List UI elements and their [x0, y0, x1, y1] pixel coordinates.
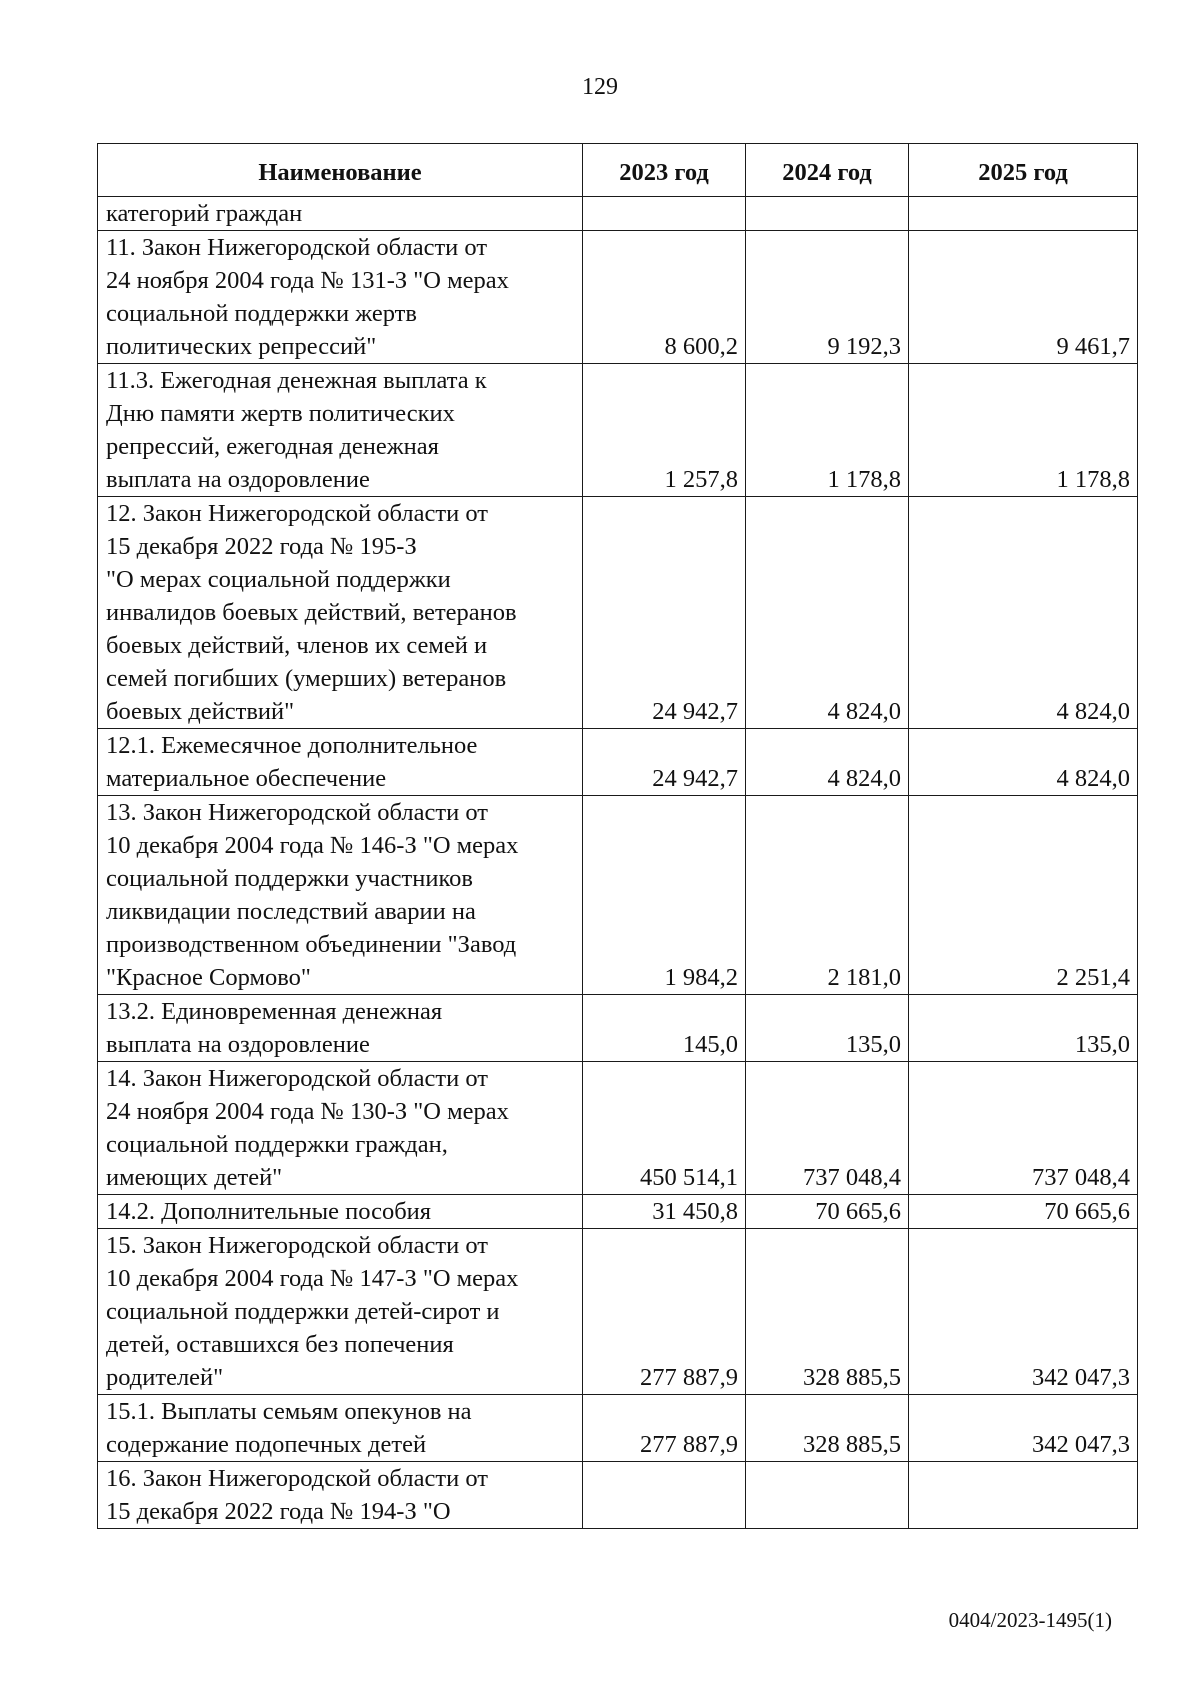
table-row: [98, 1462, 1138, 1529]
value-2025: 135,0: [909, 995, 1138, 1062]
row-name: 16. Закон Нижегородской области от 15 декабря 2022 года № 194-З "О: [98, 1462, 583, 1529]
table-row: [98, 1195, 1138, 1229]
value-2023: 145,0: [583, 995, 746, 1062]
header-2023: 2023 год: [583, 144, 746, 197]
value-2025: [909, 1462, 1138, 1529]
row-name: 12. Закон Нижегородской области от 15 декабря 2022 года № 195-З "О мерах социальной поддержки инвалидов боевых действий, ветеранов боевых действий, членов их семей и семей погибших (умерших) ветеранов боевых действий": [98, 497, 583, 729]
value-2023: [583, 1462, 746, 1529]
budget-table: [97, 143, 1138, 1529]
table-row: [98, 995, 1138, 1062]
table-row: [98, 364, 1138, 497]
table-row: [98, 729, 1138, 796]
value-2024: 135,0: [746, 995, 909, 1062]
row-name: 14.2. Дополнительные пособия: [98, 1195, 583, 1229]
value-2025: 9 461,7: [909, 231, 1138, 364]
row-name: 11. Закон Нижегородской области от 24 ноября 2004 года № 131-З "О мерах социальной поддержки жертв политических репрессий": [98, 231, 583, 364]
row-name: 15. Закон Нижегородской области от 10 декабря 2004 года № 147-З "О мерах социальной поддержки детей-сирот и детей, оставшихся без попечения родителей": [98, 1229, 583, 1395]
value-2024: [746, 197, 909, 231]
value-2024: 4 824,0: [746, 729, 909, 796]
value-2024: 1 178,8: [746, 364, 909, 497]
value-2024: 4 824,0: [746, 497, 909, 729]
row-name: 11.3. Ежегодная денежная выплата к Дню памяти жертв политических репрессий, ежегодная денежная выплата на оздоровление: [98, 364, 583, 497]
header-name: Наименование: [98, 144, 583, 197]
page-number: 129: [582, 74, 618, 100]
value-2025: 737 048,4: [909, 1062, 1138, 1195]
table-row: [98, 796, 1138, 995]
value-2024: [746, 1462, 909, 1529]
value-2023: 24 942,7: [583, 729, 746, 796]
value-2024: 2 181,0: [746, 796, 909, 995]
value-2024: 70 665,6: [746, 1195, 909, 1229]
value-2023: 1 257,8: [583, 364, 746, 497]
value-2023: 277 887,9: [583, 1395, 746, 1462]
row-name: 14. Закон Нижегородской области от 24 ноября 2004 года № 130-З "О мерах социальной поддержки граждан, имеющих детей": [98, 1062, 583, 1195]
row-name: категорий граждан: [98, 197, 583, 231]
document-code: 0404/2023-1495(1): [948, 1608, 1112, 1632]
row-name: 15.1. Выплаты семьям опекунов на содержание подопечных детей: [98, 1395, 583, 1462]
value-2025: 2 251,4: [909, 796, 1138, 995]
table-row: [98, 1395, 1138, 1462]
table-row: [98, 497, 1138, 729]
value-2024: 737 048,4: [746, 1062, 909, 1195]
header-2025: 2025 год: [909, 144, 1138, 197]
value-2023: 31 450,8: [583, 1195, 746, 1229]
value-2025: 4 824,0: [909, 729, 1138, 796]
table-row: [98, 1229, 1138, 1395]
table-row: [98, 197, 1138, 231]
value-2024: 328 885,5: [746, 1395, 909, 1462]
value-2023: 277 887,9: [583, 1229, 746, 1395]
value-2025: 4 824,0: [909, 497, 1138, 729]
value-2023: 8 600,2: [583, 231, 746, 364]
value-2025: 70 665,6: [909, 1195, 1138, 1229]
header-2024: 2024 год: [746, 144, 909, 197]
value-2025: 342 047,3: [909, 1395, 1138, 1462]
value-2024: 328 885,5: [746, 1229, 909, 1395]
row-name: 13. Закон Нижегородской области от 10 декабря 2004 года № 146-З "О мерах социальной поддержки участников ликвидации последствий аварии на производственном объединении "Завод "Красное Сормово": [98, 796, 583, 995]
table-row: [98, 231, 1138, 364]
value-2023: [583, 197, 746, 231]
value-2025: 1 178,8: [909, 364, 1138, 497]
table-header-row: [98, 144, 1138, 197]
value-2023: 450 514,1: [583, 1062, 746, 1195]
row-name: 12.1. Ежемесячное дополнительное материальное обеспечение: [98, 729, 583, 796]
value-2023: 24 942,7: [583, 497, 746, 729]
value-2025: 342 047,3: [909, 1229, 1138, 1395]
value-2025: [909, 197, 1138, 231]
value-2023: 1 984,2: [583, 796, 746, 995]
value-2024: 9 192,3: [746, 231, 909, 364]
row-name: 13.2. Единовременная денежная выплата на оздоровление: [98, 995, 583, 1062]
table-row: [98, 1062, 1138, 1195]
